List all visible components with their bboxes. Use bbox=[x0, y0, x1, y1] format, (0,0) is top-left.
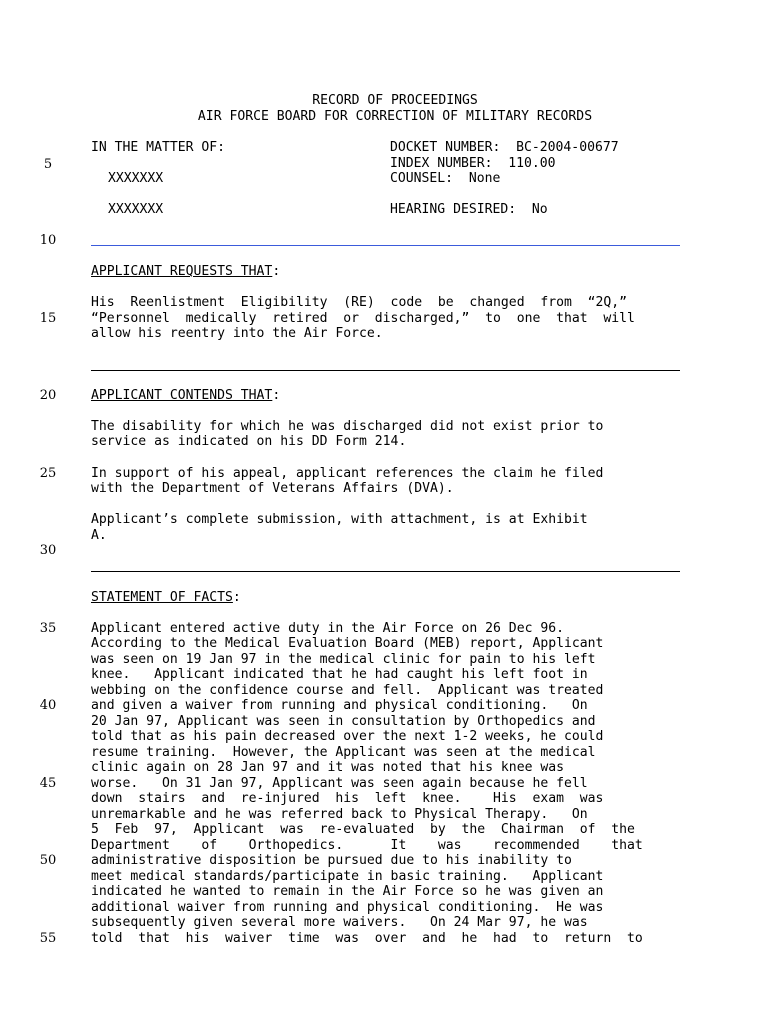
facts-heading-text: STATEMENT OF FACTS bbox=[91, 590, 233, 605]
docket-number: DOCKET NUMBER: BC-2004-00677 bbox=[390, 140, 619, 155]
requests-heading-colon: : bbox=[272, 264, 281, 279]
matter-label: IN THE MATTER OF: bbox=[91, 140, 226, 155]
contends-heading-colon: : bbox=[272, 388, 281, 403]
line-number: 15 bbox=[39, 311, 57, 326]
requests-line: His Reenlistment Eligibility (RE) code be changed from “2Q,” bbox=[91, 295, 628, 310]
line-number: 10 bbox=[39, 233, 57, 248]
requests-heading bbox=[91, 264, 280, 280]
facts-line: meet medical standards/participate in basic training. Applicant bbox=[91, 868, 604, 884]
line-number: 45 bbox=[39, 776, 57, 791]
facts-line: administrative disposition be pursued due to his inability to bbox=[91, 853, 572, 869]
facts-line: clinic again on 28 Jan 97 and it was noted that his knee was bbox=[91, 760, 564, 776]
facts-line: told that as his pain decreased over the next 1-2 weeks, he could bbox=[91, 729, 604, 745]
contends-p2-line: In support of his appeal, applicant references the claim he filed bbox=[91, 466, 604, 481]
divider-line bbox=[91, 571, 680, 572]
requests-line: allow his reentry into the Air Force. bbox=[91, 326, 383, 341]
facts-line: down stairs and re-injured his left knee. His exam was bbox=[91, 791, 604, 807]
facts-line: indicated he wanted to remain in the Air Force so he was given an bbox=[91, 884, 604, 900]
contends-heading bbox=[91, 388, 280, 404]
line-number: 5 bbox=[43, 157, 53, 172]
facts-line: worse. On 31 Jan 97, Applicant was seen again because he fell bbox=[91, 775, 588, 791]
contends-heading-text: APPLICANT CONTENDS THAT bbox=[91, 388, 273, 403]
facts-line: was seen on 19 Jan 97 in the medical clinic for pain to his left bbox=[91, 651, 596, 667]
facts-line: unremarkable and he was referred back to Physical Therapy. On bbox=[91, 806, 588, 822]
facts-heading-colon: : bbox=[232, 590, 241, 605]
contends-p1-line: The disability for which he was discharged did not exist prior to bbox=[91, 419, 604, 434]
divider-line bbox=[91, 370, 680, 371]
facts-line: told that his waiver time was over and he had to return to bbox=[91, 930, 643, 946]
hearing-desired: HEARING DESIRED: No bbox=[390, 202, 548, 217]
board-title: AIR FORCE BOARD FOR CORRECTION OF MILITARY RECORDS bbox=[197, 109, 593, 124]
applicant-name-2: XXXXXXX bbox=[108, 202, 164, 217]
contends-p3-line: A. bbox=[91, 528, 107, 543]
facts-line: webbing on the confidence course and fell. Applicant was treated bbox=[91, 682, 604, 698]
contends-p2-line: with the Department of Veterans Affairs (DVA). bbox=[91, 481, 454, 496]
facts-heading bbox=[91, 590, 241, 606]
facts-line: Applicant entered active duty in the Air Force on 26 Dec 96. bbox=[91, 621, 564, 636]
facts-line: According to the Medical Evaluation Board (MEB) report, Applicant bbox=[91, 636, 604, 652]
applicant-name-1: XXXXXXX bbox=[108, 171, 164, 186]
line-number: 30 bbox=[39, 543, 57, 558]
counsel: COUNSEL: None bbox=[390, 171, 501, 186]
facts-line: 5 Feb 97, Applicant was re-evaluated by the Chairman of the bbox=[91, 822, 635, 838]
line-number: 50 bbox=[39, 853, 57, 868]
facts-line: additional waiver from running and physical conditioning. He was bbox=[91, 899, 604, 915]
record-title: RECORD OF PROCEEDINGS bbox=[312, 93, 478, 108]
line-number: 40 bbox=[39, 698, 57, 713]
facts-line: Department of Orthopedics. It was recommended that bbox=[91, 837, 643, 853]
requests-heading-text: APPLICANT REQUESTS THAT bbox=[91, 264, 273, 279]
requests-line: “Personnel medically retired or discharged,” to one that will bbox=[91, 311, 635, 326]
line-number: 20 bbox=[39, 388, 57, 403]
divider-line bbox=[91, 245, 680, 246]
facts-line: resume training. However, the Applicant was seen at the medical bbox=[91, 744, 596, 760]
contends-p1-line: service as indicated on his DD Form 214. bbox=[91, 434, 407, 449]
facts-line: 20 Jan 97, Applicant was seen in consultation by Orthopedics and bbox=[91, 713, 596, 729]
contends-p3-line: Applicant’s complete submission, with attachment, is at Exhibit bbox=[91, 512, 588, 527]
facts-line: subsequently given several more waivers. On 24 Mar 97, he was bbox=[91, 915, 588, 931]
facts-line: knee. Applicant indicated that he had caught his left foot in bbox=[91, 667, 588, 683]
line-number: 35 bbox=[39, 621, 57, 636]
line-number: 55 bbox=[39, 931, 57, 946]
facts-line: and given a waiver from running and physical conditioning. On bbox=[91, 698, 588, 714]
index-number: INDEX NUMBER: 110.00 bbox=[390, 156, 556, 171]
line-number: 25 bbox=[39, 466, 57, 481]
